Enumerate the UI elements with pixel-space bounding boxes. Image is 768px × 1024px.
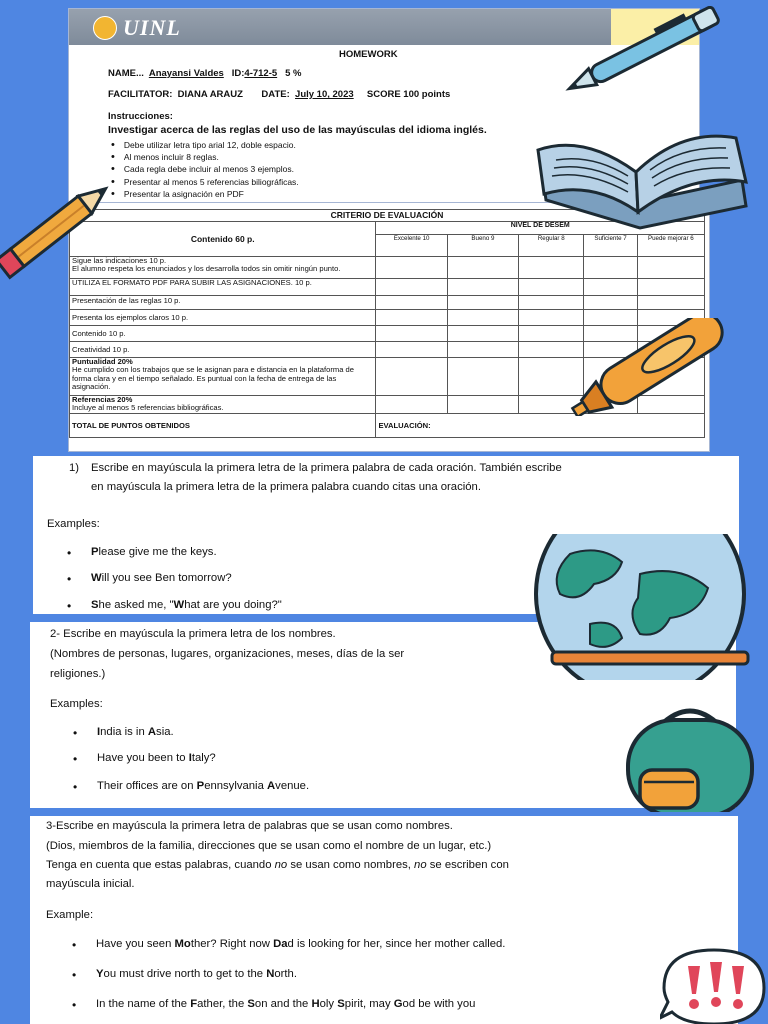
pen-icon [552, 6, 742, 92]
level-improve: Puede mejorar 6 [637, 235, 704, 257]
example-item: • Their offices are on Pennsylvania Avenue. [97, 780, 309, 792]
level-header: NIVEL DE DESEM [376, 222, 705, 235]
rule-1-number: 1) [69, 462, 80, 474]
student-info-line [108, 68, 301, 79]
example-item: • Have you been to Italy? [97, 752, 216, 764]
instruction-item: • Cada regla debe incluir al menos 3 ejemplos. [127, 163, 299, 175]
rule-3-line-3: Tenga en cuenta que estas palabras, cuando no se usan como nombres, no se escriben con [46, 859, 509, 871]
exclamation-bubble-icon [660, 944, 768, 1024]
instruction-item: • Presentar al menos 5 referencias biliográficas. [127, 176, 299, 188]
rubric-title: CRITERIO DE EVALUACIÓN [70, 210, 705, 222]
instructions-main: Investigar acerca de las reglas del uso de las mayúsculas del idioma inglés. [108, 124, 487, 136]
facilitator-label: FACILITATOR: [108, 89, 173, 100]
rubric-row: Contenido 10 p. [70, 326, 376, 342]
example-label: Example: [46, 909, 94, 921]
rubric-row: Presentación de las reglas 10 p. [70, 296, 376, 310]
rule-3-line-2: (Dios, miembros de la familia, direcciones que se usan como el nombre de un lugar, etc.) [46, 840, 492, 852]
pencil-icon [0, 166, 124, 282]
rule-3-line-1: 3-Escribe en mayúscula la primera letra de palabras que se usan como nombres. [46, 820, 453, 832]
example-item: • Have you seen Mother? Right now Dad is looking for her, since her mother called. [96, 938, 505, 950]
instruction-item: • Presentar la asignación en PDF [127, 188, 299, 200]
level-sufficient: Suficiente 7 [584, 235, 637, 257]
content-header: Contenido 60 p. [70, 222, 376, 257]
level-regular: Regular 8 [519, 235, 584, 257]
university-logo-text: UINL [123, 15, 181, 40]
rubric-row: UTILIZA EL FORMATO PDF PARA SUBIR LAS ASIGNACIONES. 10 p. [70, 279, 376, 296]
references-text: Incluye al menos 5 referencias bibliográficas. [72, 403, 224, 413]
rubric-row: Presenta los ejemplos claros 10 p. [70, 310, 376, 326]
rule-2-line-3: religiones.) [50, 668, 106, 680]
name-label: NAME... [108, 68, 144, 79]
rule-1-line-1: Escribe en mayúscula la primera letra de la primera palabra de cada oración. También escribe [91, 462, 562, 474]
rubric-row: Sigue las indicaciones 10 p. El alumno respeta los enunciados y los desarrolla todos sin omitir ningún punto. [70, 257, 376, 279]
example-item: • In the name of the Father, the Son and the Holy Spirit, may God be with you [96, 998, 475, 1010]
level-excellent: Excelente 10 [376, 235, 447, 257]
student-name: Anayansi Valdes [148, 68, 224, 79]
instructions-list [123, 139, 299, 200]
student-id: 4-712-5 [244, 68, 278, 79]
references-cell [70, 396, 376, 414]
level-good: Bueno 9 [447, 235, 518, 257]
backpack-icon [620, 700, 760, 812]
example-item: • You must drive north to get to the North. [96, 968, 297, 980]
punctuality-text: He cumplido con los trabajos que se le asignan para e distancia en la plataforma de forma clara y en el tiempo señalado. Es puntual con la fecha de entrega de las asignación. [72, 365, 354, 392]
rule-2-line-1: 2- Escribe en mayúscula la primera letra de los nombres. [50, 628, 336, 640]
book-icon [532, 120, 754, 232]
references-title: Referencias 20% [72, 395, 133, 404]
weight-percent: 5 % [285, 68, 302, 79]
punctuality-title: Puntualidad 20% [72, 357, 133, 366]
rule-3-line-4: mayúscula inicial. [46, 878, 135, 890]
instruction-item: • Al menos incluir 8 reglas. [127, 151, 299, 163]
rule-1-line-2: en mayúscula la primera letra de la primera palabra cuando citas una oración. [91, 481, 481, 493]
total-label: TOTAL DE PUNTOS OBTENIDOS [70, 414, 376, 438]
rule-section-3 [30, 816, 738, 1024]
punctuality-cell [70, 358, 376, 396]
facilitator-name: DIANA ARAUZ [177, 89, 243, 100]
examples-label: Examples: [47, 518, 100, 530]
date-label: DATE: [261, 89, 290, 100]
example-item: • Will you see Ben tomorrow? [91, 572, 232, 584]
example-item: • India is in Asia. [97, 726, 174, 738]
globe-icon [530, 534, 760, 680]
examples-label: Examples: [50, 698, 103, 710]
rubric-row: Creatividad 10 p. [70, 342, 376, 358]
id-label: ID: [231, 68, 245, 79]
page-title: HOMEWORK [339, 49, 398, 60]
university-emblem-icon [93, 16, 117, 40]
evaluation-label: EVALUACIÓN: [376, 414, 705, 438]
rule-2-line-2: (Nombres de personas, lugares, organizaciones, meses, días de la ser [50, 648, 405, 660]
facilitator-line [108, 89, 450, 100]
instruction-item: • Debe utilizar letra tipo arial 12, doble espacio. [127, 139, 299, 151]
example-item: • She asked me, "What are you doing?" [91, 599, 282, 611]
instructions-label: Instrucciones: [108, 111, 173, 122]
highlighter-icon [560, 318, 736, 416]
example-item: • Please give me the keys. [91, 546, 217, 558]
date-value: July 10, 2023 [295, 89, 354, 100]
score-label: SCORE 100 points [366, 89, 451, 100]
